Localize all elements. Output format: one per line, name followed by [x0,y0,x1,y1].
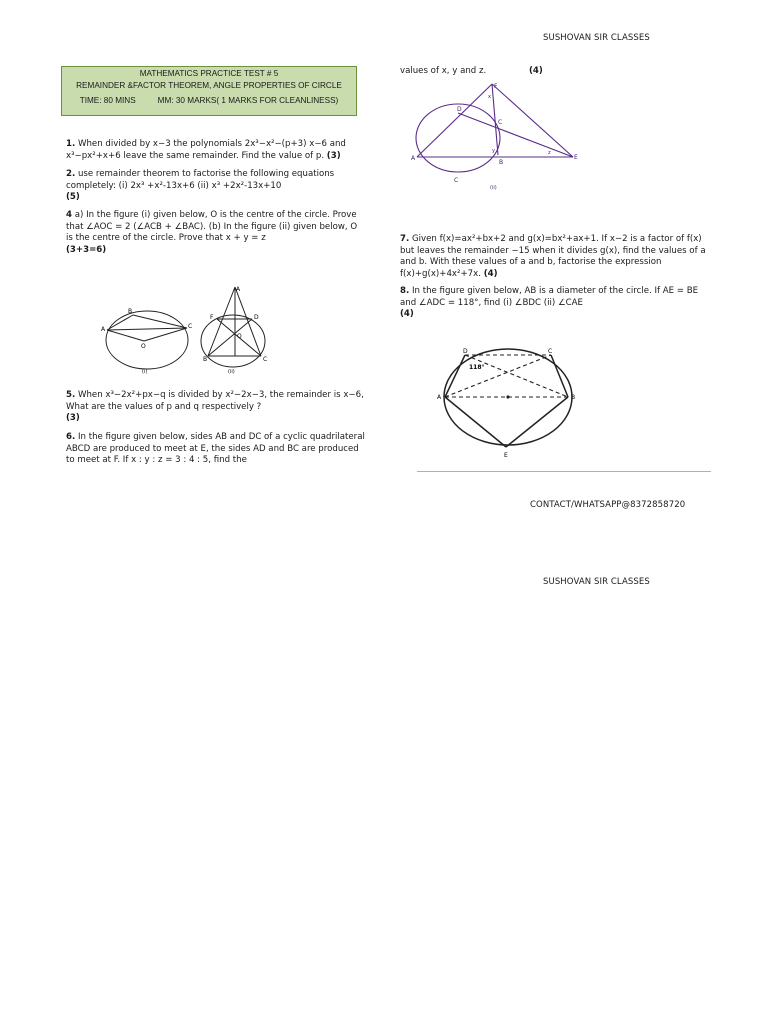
fig6-label-b: B [499,159,504,166]
fig6-label-x: x [488,94,491,100]
fig2-label-b: B [203,356,208,363]
figure-q8 [433,343,583,459]
test-marks: MM: 30 MARKS( 1 MARKS FOR CLEANLINESS) [157,96,339,105]
question-text: When x³−2x²+px−q is divided by x²−2x−3, the remainder is x−6, What are the values of p and q respectively ? [66,390,364,412]
fig1-label-a: A [101,326,106,333]
test-time: TIME: 80 MINS [79,96,136,105]
figure-q4 [100,283,280,375]
fig8-label-e: E [504,452,508,459]
fig6-label-e: E [574,154,578,161]
question-text: Given f(x)=ax²+bx+2 and g(x)=bx²+ax+1. If x−2 is a factor of f(x) but leaves the remainder −15 when it divides g(x), find the values of a and b. With these values of a and b, factorise the expression f(x)+g(x)+4x²+7x. [400,234,706,279]
question-marks: (3) [66,413,80,423]
fig2-label-c: C [263,356,268,363]
question-number: 6. [66,432,76,442]
figure-ii [201,287,268,367]
fig6-label-c: C [498,119,503,126]
question-number: 4 [66,210,72,220]
question-4 [66,210,366,256]
question-5 [66,390,366,425]
question-text: When divided by x−3 the polynomials 2x³−x²−(p+3) x−6 and x³−px²+x+6 leave the same remainder. Find the value of p. [66,139,346,161]
fig2-label-f: F [210,314,214,321]
brand-header-top: SUSHOVAN SIR CLASSES [543,33,650,43]
fig2-label-a: A [236,286,241,293]
fig8-label-d: D [463,348,468,355]
question-2 [66,169,366,204]
fig1-caption: (i) [142,369,148,375]
fig6-caption: (ii) [490,185,497,191]
question-text: In the figure given below, sides AB and DC of a cyclic quadrilateral ABCD are produced to meet at E, the sides AD and BC are produced to meet at F. If x : y : z = 3 : 4 : 5, find the [66,432,365,465]
question-number: 5. [66,390,76,400]
fig8-angle-label: 118° [469,364,485,371]
fig8-label-c: C [548,348,553,355]
question-text: values of x, y and z. [400,66,487,76]
fig6-label-f: F [494,83,498,90]
test-title-box [61,66,357,116]
fig2-caption: (ii) [228,369,235,375]
fig6-label-y: y [492,148,495,154]
fig8-label-b: B [571,394,576,401]
fig6-label-c-bottom: C [454,177,459,184]
question-marks: (3+3=6) [66,244,107,255]
question-7 [400,234,706,280]
question-number: 7. [400,234,410,244]
figure-q6 [410,80,585,192]
brand-header-bottom: SUSHOVAN SIR CLASSES [543,577,650,587]
question-marks: (3) [326,150,341,161]
figure-i [106,311,188,369]
question-marks: (4) [483,268,498,279]
question-number: 1. [66,139,76,149]
fig2-label-o: O [237,333,242,340]
test-title: MATHEMATICS PRACTICE TEST # 5 [139,69,279,78]
question-text: In the figure given below, AB is a diameter of the circle. If AE = BE and ∠ADC = 118°, find (i) ∠BDC (ii) ∠CAE [400,286,699,308]
question-text: use remainder theorem to factorise the following equations completely: (i) 2x³ +x²-13x+6 (ii) x³ +2x²-13x+10 [66,169,335,191]
question-1 [66,139,366,162]
question-marks: (4) [528,66,543,76]
contact-footer: CONTACT/WHATSAPP@8372858720 [530,500,686,510]
fig1-label-c: C [188,323,193,330]
question-8 [400,286,706,321]
question-6 [66,432,366,467]
fig1-label-o: O [141,343,146,350]
fig6-label-d: D [457,106,462,113]
section-divider [417,471,711,472]
question-number: 2. [66,169,76,179]
question-6-continued [400,66,700,78]
question-marks: (5) [66,192,80,202]
question-text: a) In the figure (i) given below, O is the centre of the circle. Prove that ∠AOC = 2 (∠ACB + ∠BAC). (b) In the figure (ii) given below, O is the centre of the circle. Prove that x + y = z [66,210,358,243]
fig1-label-b: B [128,308,133,315]
fig6-label-a: A [411,155,416,162]
question-marks: (4) [400,309,414,319]
fig2-label-d: D [254,314,259,321]
question-number: 8. [400,286,410,296]
test-topics: REMAINDER &FACTOR THEOREM, ANGLE PROPERTIES OF CIRCLE [76,81,342,90]
fig8-label-a: A [437,394,442,401]
fig6-label-z: z [548,150,551,156]
